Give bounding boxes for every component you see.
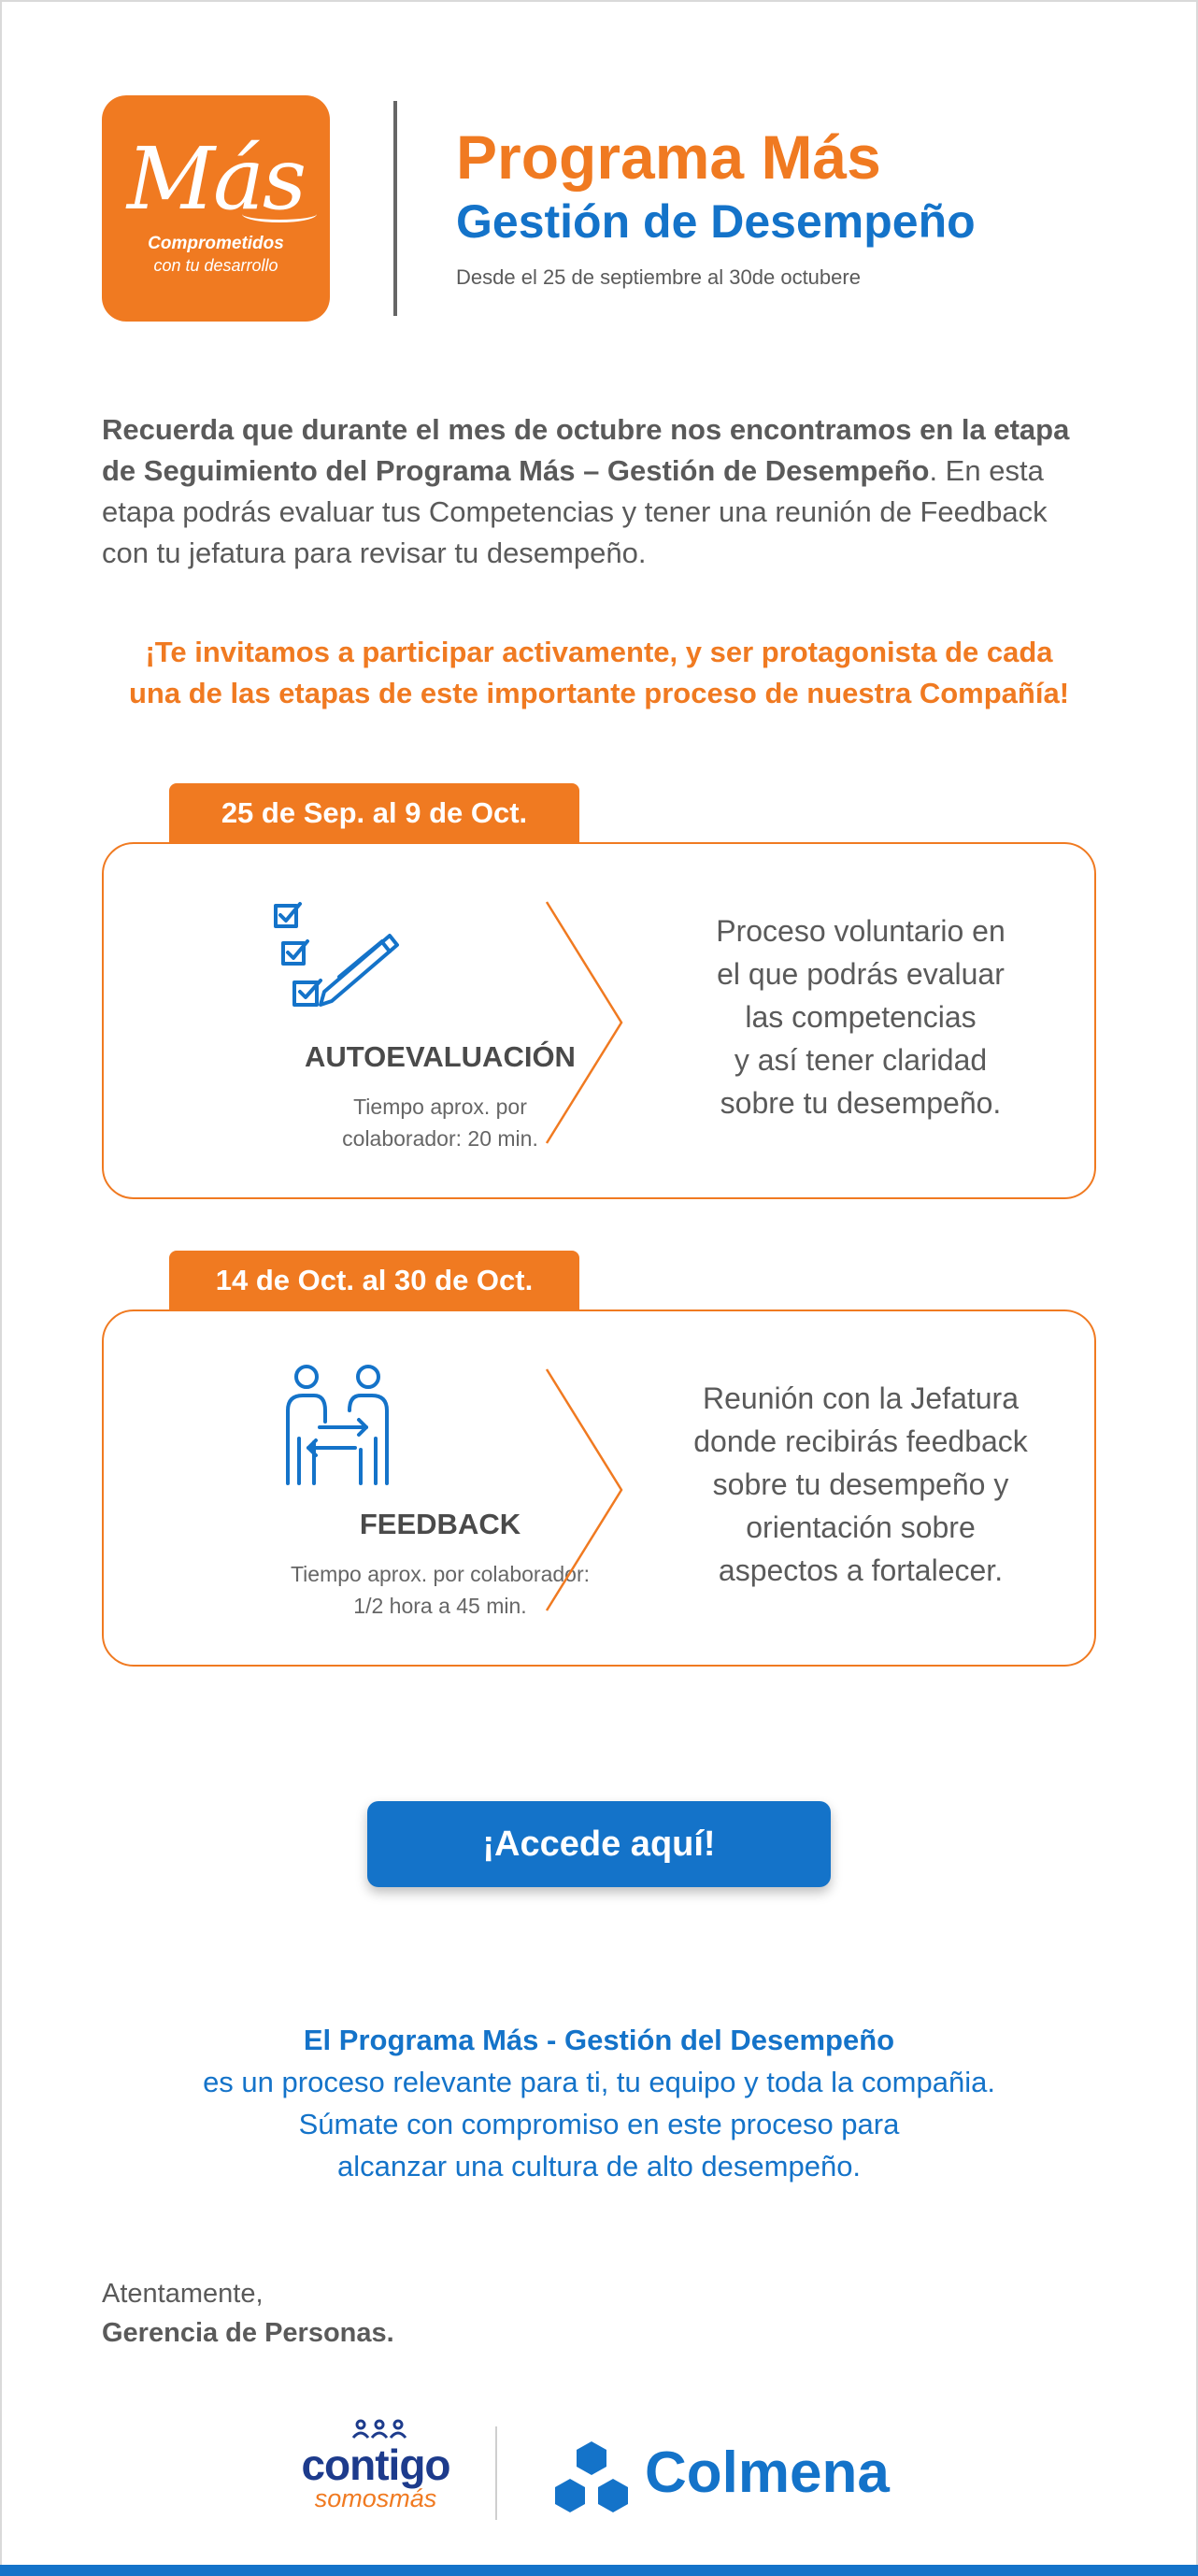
closing-line-3: Súmate con compromiso en este proceso para [298,2108,900,2140]
invite-text [93,632,1105,714]
checklist-pen-icon [272,900,403,1020]
date-range: Desde el 25 de septiembre al 30de octubere [456,265,861,289]
stage-1-desc-line: Proceso voluntario en [716,914,1005,948]
intro-bold: Recuerda que durante el mes de octubre nos encontramos en la etapa de Seguimiento del Programa Más – Gestión de Desempeño [102,413,1070,487]
contigo-somos-mas-logo [293,2419,458,2522]
closing-message [93,2019,1105,2187]
stage-2-card [102,1309,1096,1667]
logo-script-text: Más [126,129,306,229]
bottom-accent-bar [0,2565,1198,2576]
signature-greeting: Atentamente, [102,2279,264,2309]
stage-2-description [646,1377,1076,1592]
closing-line-1: El Programa Más - Gestión del Desempeño [303,2024,895,2056]
intro-rest: . En esta etapa podrás evaluar tus Competencias y tener una reunión de Feedback con tu jefatura para revisar tu desempeño. [102,454,1048,569]
stage-2-title: FEEDBACK [359,1508,521,1540]
people-group-icon [351,2419,407,2440]
stage-1-desc-line: sobre tu desempeño. [720,1086,1002,1120]
contigo-tag-somos: somos [314,2484,390,2512]
access-here-button[interactable]: ¡Accede aquí! [367,1801,831,1887]
stage-1-desc-line: las competencias [745,1000,977,1034]
logo-tagline-1: Comprometidos [148,234,284,253]
stage-1-desc-line: y así tener claridad [734,1043,988,1077]
program-title: Programa Más [456,122,881,192]
closing-line-4: alcanzar una cultura de alto desempeño. [336,2150,862,2182]
colmena-logo-text: Colmena [645,2440,890,2505]
contigo-tag-mas: más [389,2484,437,2512]
contigo-tagline [293,2484,458,2513]
logo-tagline-2: con tu desarrollo [153,256,278,275]
closing-line-2: es un proceso relevante para ti, tu equipo y toda la compañia. [203,2066,995,2098]
two-people-exchange-icon [277,1364,398,1487]
stage-2-desc-line: orientación sobre [746,1510,976,1544]
program-subtitle: Gestión de Desempeño [456,195,976,248]
invite-line-1: ¡Te invitamos a participar activamente, y ser protagonista de cada [145,636,1053,668]
stage-1-desc-line: el que podrás evaluar [717,957,1005,991]
stage-2-desc-line: aspectos a fortalecer. [718,1553,1004,1587]
stage-2-desc-line: Reunión con la Jefatura [703,1381,1019,1415]
colmena-hexagon-icon [549,2441,634,2514]
invite-line-2: una de las etapas de este importante proceso de nuestra Compañía! [128,677,1070,709]
chevron-right-icon [545,1367,625,1612]
footer-divider [495,2426,497,2520]
stage-1-time-line-1: Tiempo aprox. por [353,1095,527,1119]
stage-2-time-line-1: Tiempo aprox. por colaborador: [290,1562,591,1586]
stage-1-description [646,909,1076,1124]
stage-1-time-line-2: colaborador: 20 min. [342,1126,538,1151]
stage-2-desc-line: sobre tu desempeño y [712,1467,1009,1501]
intro-paragraph [102,409,1102,574]
contigo-word: contigo [301,2440,450,2489]
stage-1-date-tab: 25 de Sep. al 9 de Oct. [169,783,579,843]
stage-2-time-line-2: 1/2 hora a 45 min. [353,1594,527,1618]
logo-swoosh [242,206,317,222]
stage-2-date-tab: 14 de Oct. al 30 de Oct. [169,1251,579,1310]
stage-2-desc-line: donde recibirás feedback [693,1424,1028,1458]
mas-logo [102,95,330,322]
stage-1-card [102,842,1096,1199]
stage-1-title: AUTOEVALUACIÓN [305,1040,576,1073]
chevron-right-icon [545,900,625,1145]
header-divider [393,101,397,316]
signature-sender: Gerencia de Personas. [102,2318,394,2348]
